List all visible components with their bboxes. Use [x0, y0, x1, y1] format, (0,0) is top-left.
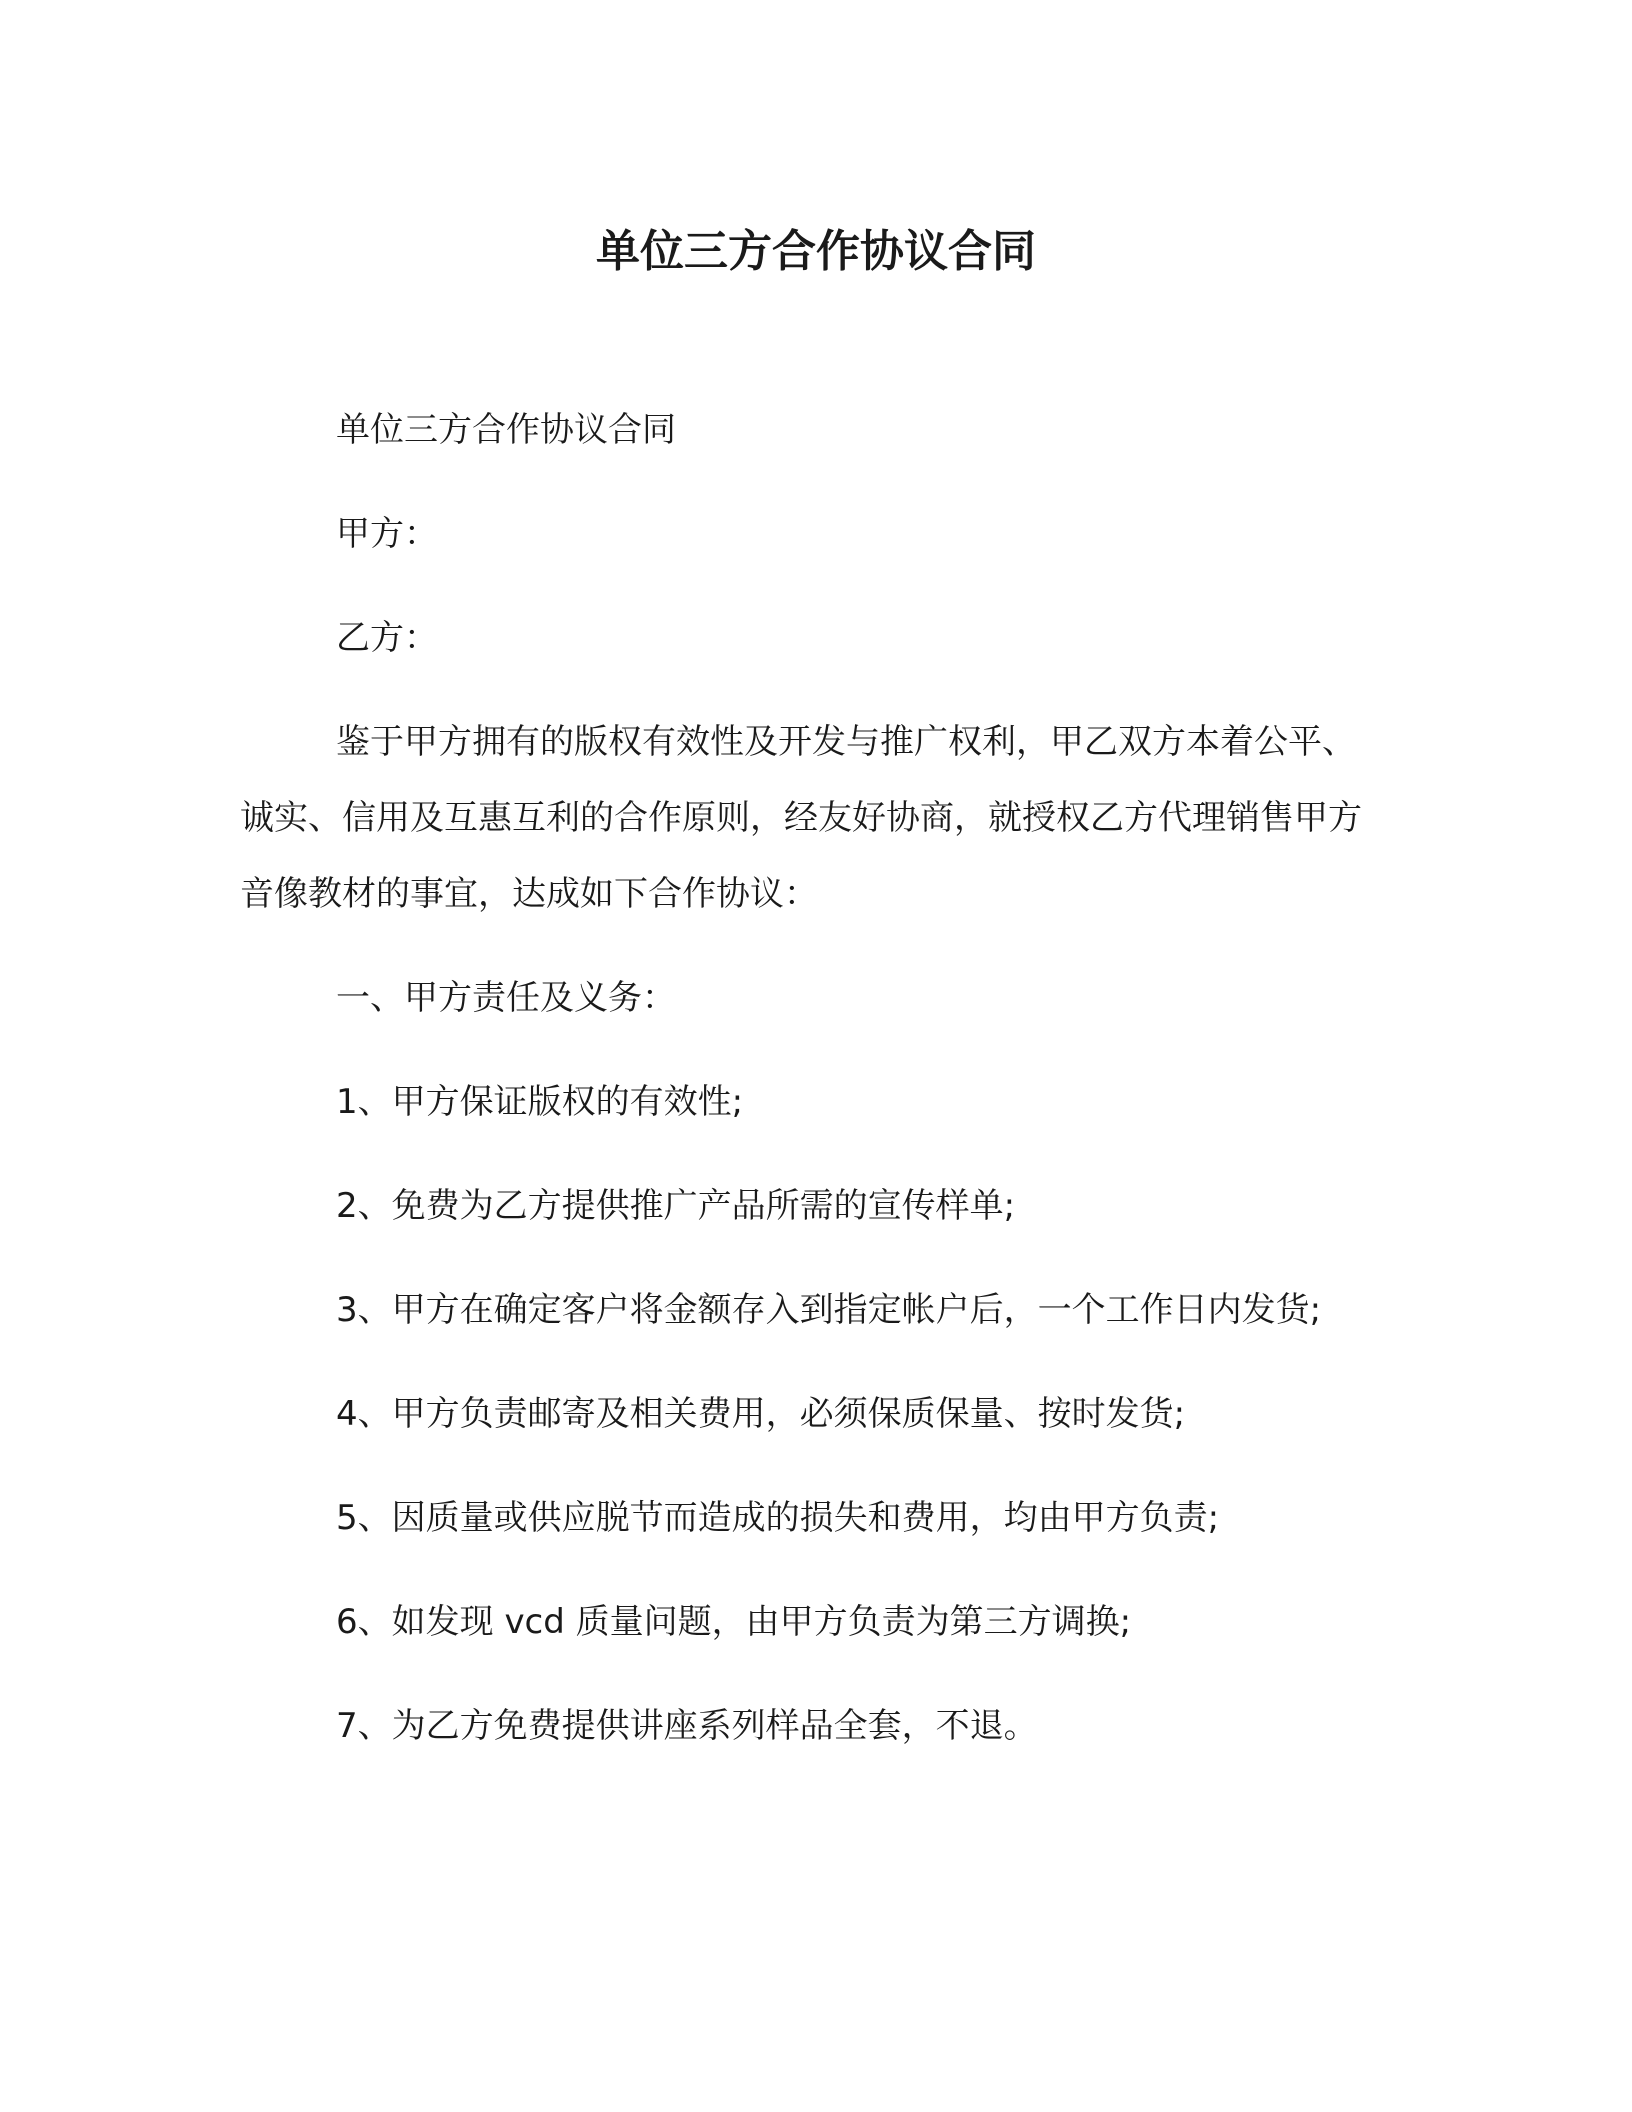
clause-3: 3、甲方在确定客户将金额存入到指定帐户后，一个工作日内发货;	[336, 1290, 1322, 1330]
clause-1: 1、甲方保证版权的有效性;	[336, 1082, 744, 1122]
paragraph-subtitle: 单位三方合作协议合同	[336, 410, 676, 450]
clause-4: 4、甲方负责邮寄及相关费用，必须保质保量、按时发货;	[336, 1394, 1186, 1434]
clause-7: 7、为乙方免费提供讲座系列样品全套，不退。	[336, 1706, 1038, 1746]
paragraph-party-b: 乙方：	[336, 618, 438, 658]
document-body	[240, 392, 1386, 1792]
clause-2: 2、免费为乙方提供推广产品所需的宣传样单;	[336, 1186, 1016, 1226]
paragraph-party-a: 甲方：	[336, 514, 438, 554]
clause-6: 6、如发现 vcd 质量问题，由甲方负责为第三方调换;	[336, 1602, 1132, 1642]
paragraph-preamble: 鉴于甲方拥有的版权有效性及开发与推广权利，甲乙双方本着公平、诚实、信用及互惠互利的合作原则，经友好协商，就授权乙方代理销售甲方音像教材的事宜，达成如下合作协议：	[240, 722, 1362, 914]
section-heading-party-a-duties: 一、甲方责任及义务：	[336, 978, 676, 1018]
clause-5: 5、因质量或供应脱节而造成的损失和费用，均由甲方负责;	[336, 1498, 1220, 1538]
document-title: 单位三方合作协议合同	[596, 226, 1036, 277]
